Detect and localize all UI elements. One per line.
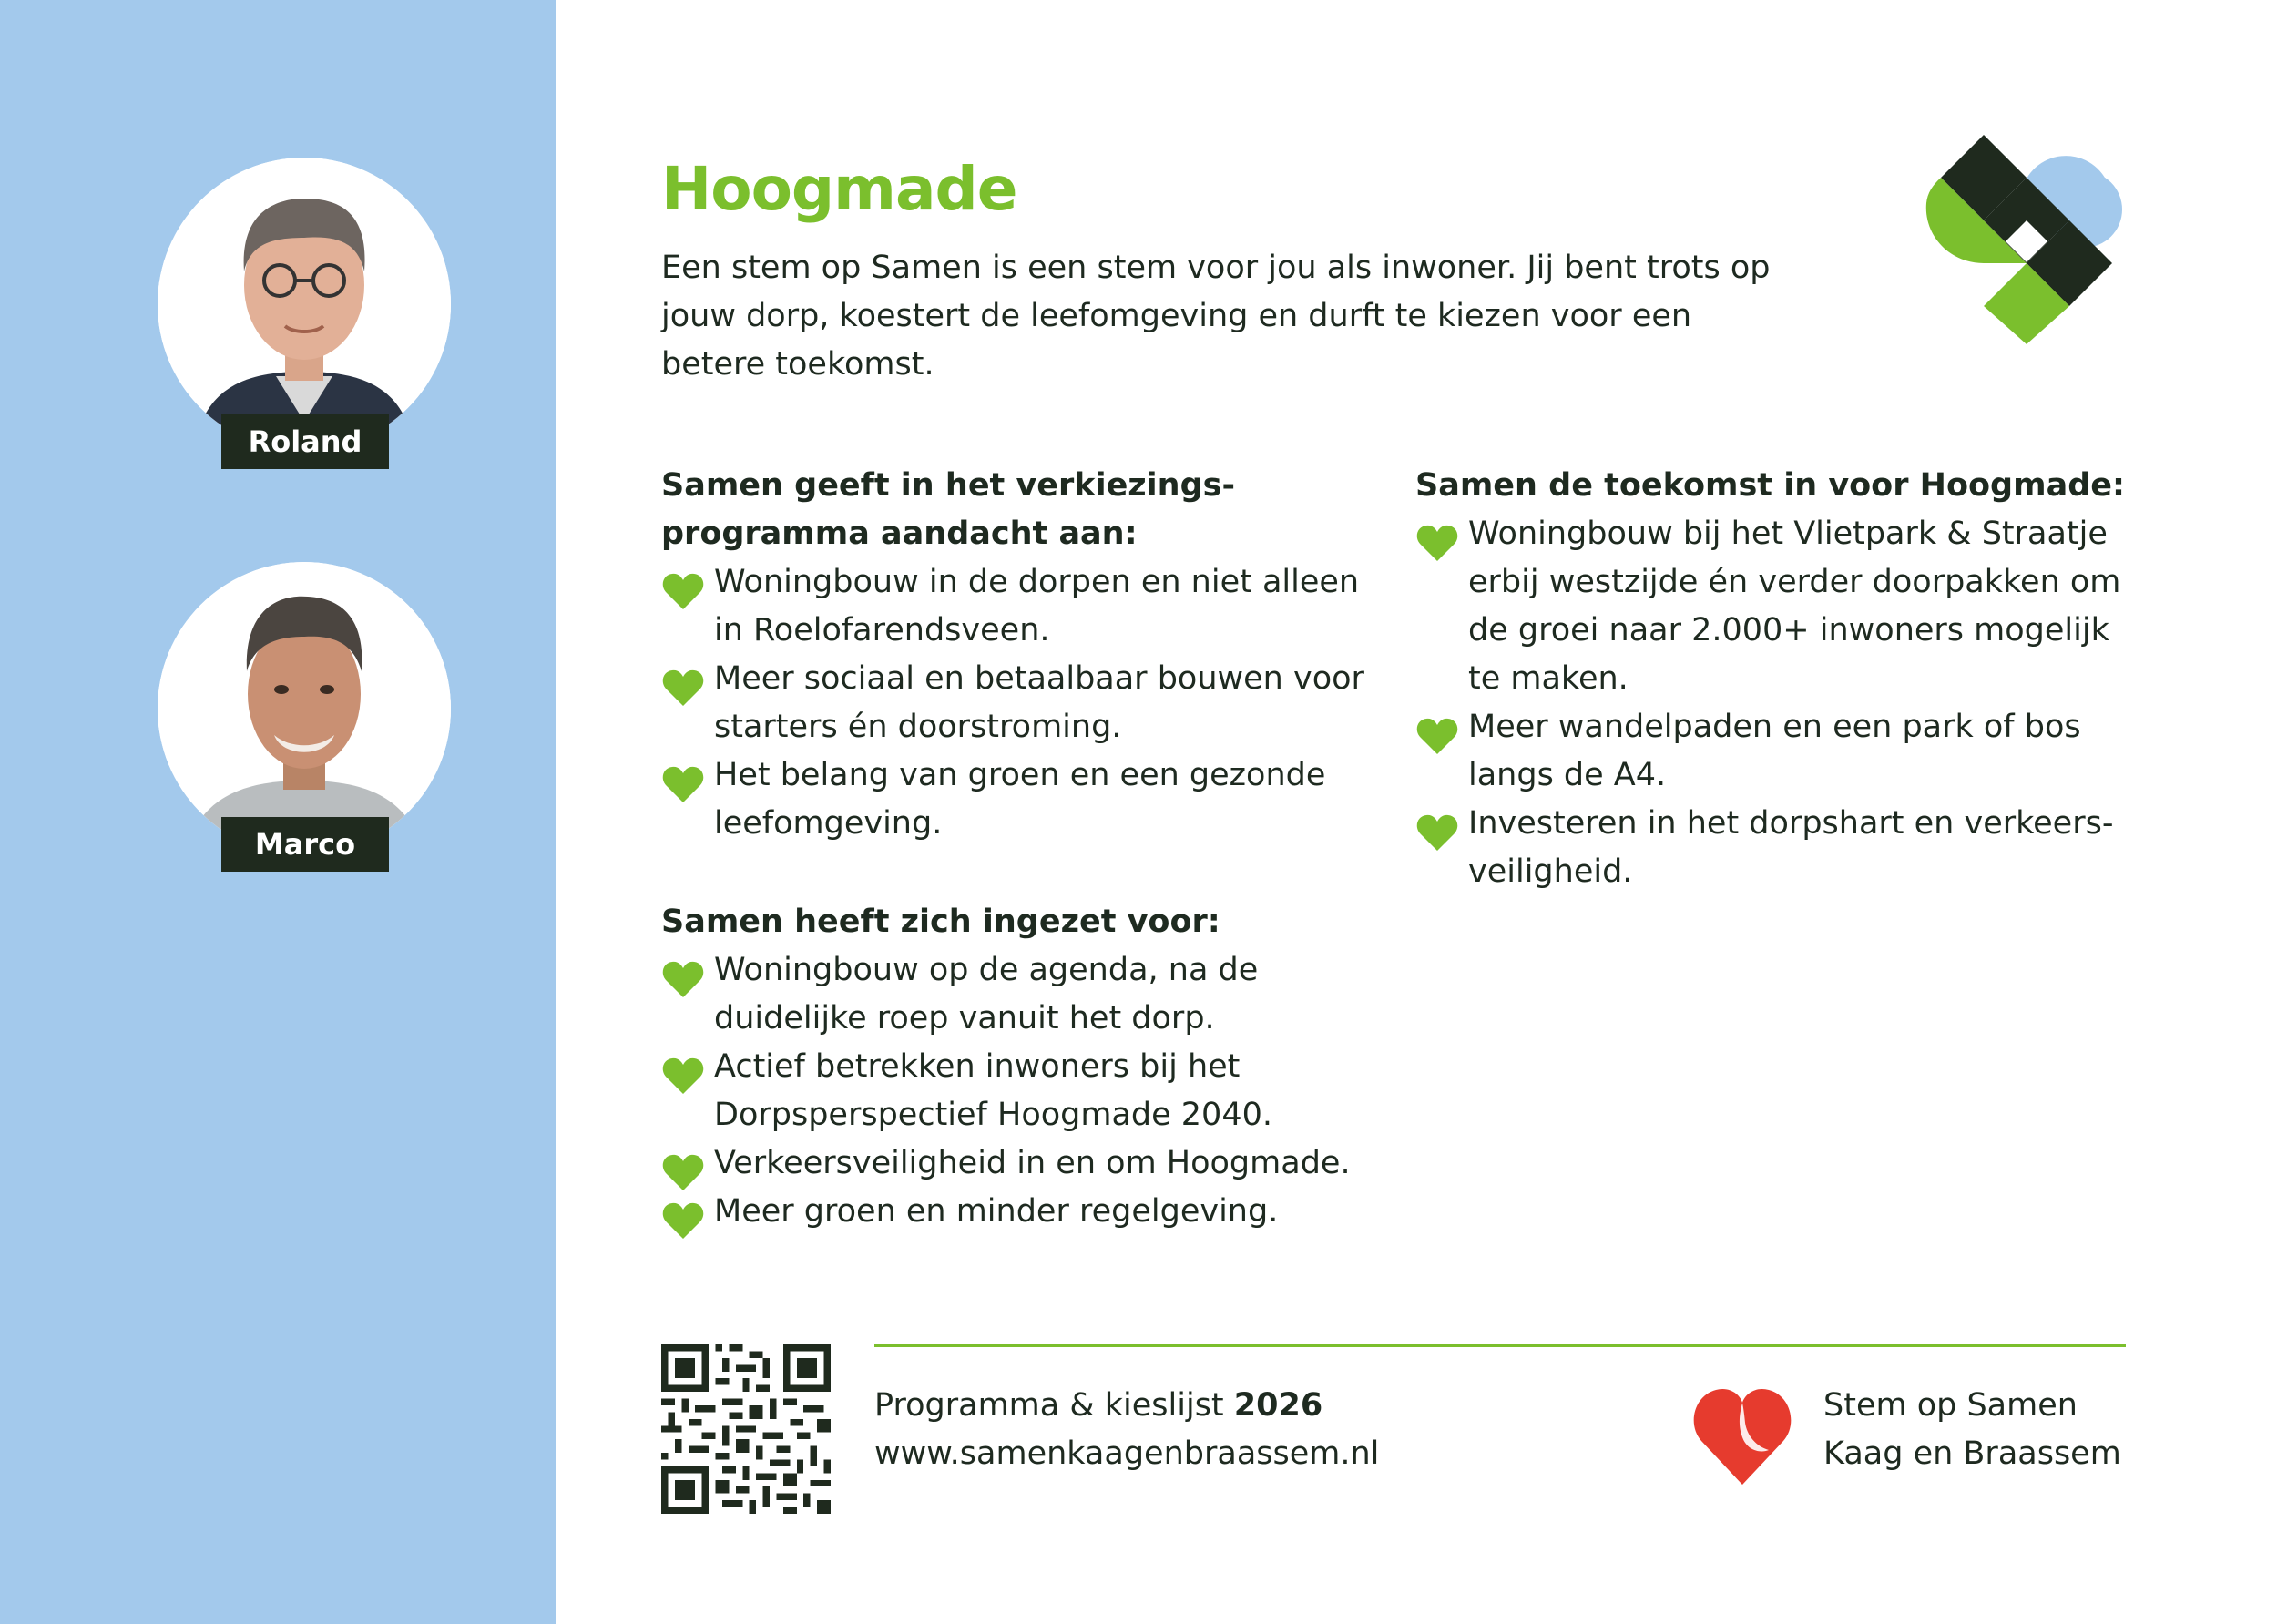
program-label: Programma & kieslijst bbox=[874, 1387, 1224, 1424]
stem-line-2: Kaag en Braassem bbox=[1823, 1435, 2121, 1472]
heart-bullet-icon bbox=[1415, 812, 1459, 853]
candidate-name-roland: Roland bbox=[221, 414, 389, 469]
heart-bullet-icon bbox=[661, 571, 705, 611]
website-link[interactable]: www.samenkaagenbraassem.nl bbox=[874, 1435, 1380, 1472]
footer-divider bbox=[874, 1344, 2126, 1347]
heart-bullet-icon bbox=[661, 668, 705, 708]
list-item: Meer wandelpaden en een park of bos langs de A4. bbox=[1415, 703, 2135, 800]
section-programma bbox=[661, 462, 1372, 848]
list-item: Woningbouw op de agenda, na de duidelijke roep vanuit het dorp. bbox=[661, 946, 1372, 1043]
candidate-name-marco: Marco bbox=[221, 817, 389, 872]
stem-line-1: Stem op Samen bbox=[1823, 1387, 2078, 1424]
samen-logo-icon bbox=[1922, 135, 2131, 344]
candidate-photo-roland bbox=[158, 158, 451, 451]
section-heading: Samen heeft zich ingezet voor: bbox=[661, 904, 1220, 940]
footer-program bbox=[874, 1382, 1379, 1478]
page-title: Hoogmade bbox=[661, 154, 1017, 224]
footer-stem bbox=[1823, 1382, 2121, 1478]
heart-bullet-icon bbox=[1415, 523, 1459, 563]
list-item: Woningbouw in de dorpen en niet alleen in Roelofarendsveen. bbox=[661, 558, 1372, 655]
section-ingezet bbox=[661, 898, 1372, 1236]
heart-bullet-icon bbox=[661, 1056, 705, 1096]
heart-bullet-icon bbox=[661, 1200, 705, 1241]
intro-text: Een stem op Samen is een stem voor jou als inwoner. Jij bent trots op jouw dorp, koestert de leefomgeving en durft te kiezen voor een betere toekomst. bbox=[661, 250, 1771, 383]
section-toekomst bbox=[1415, 462, 2135, 896]
heart-bullet-icon bbox=[661, 959, 705, 999]
heart-bullet-icon bbox=[1415, 716, 1459, 756]
section-heading: Samen de toekomst in voor Hoogmade: bbox=[1415, 467, 2125, 504]
heart-bullet-icon bbox=[661, 764, 705, 804]
list-item: Investeren in het dorpshart en verkeers-veiligheid. bbox=[1415, 800, 2135, 896]
red-heart-logo-icon bbox=[1692, 1377, 1792, 1485]
list-item: Actief betrekken inwoners bij het Dorpsperspectief Hoogmade 2040. bbox=[661, 1043, 1372, 1139]
list-item: Verkeersveiligheid in en om Hoogmade. bbox=[661, 1139, 1372, 1188]
program-year: 2026 bbox=[1233, 1387, 1323, 1424]
section-heading: Samen geeft in het verkiezings-programma aandacht aan: bbox=[661, 467, 1235, 552]
qr-code-icon[interactable] bbox=[661, 1344, 831, 1514]
list-item: Het belang van groen en een gezonde leefomgeving. bbox=[661, 751, 1372, 848]
list-item: Woningbouw bij het Vlietpark & Straatje erbij westzijde én verder doorpakken om de groei naar 2.000+ inwoners mogelijk te maken. bbox=[1415, 510, 2135, 703]
heart-bullet-icon bbox=[661, 1152, 705, 1192]
candidate-photo-marco bbox=[158, 562, 451, 855]
list-item: Meer groen en minder regelgeving. bbox=[661, 1188, 1372, 1236]
list-item: Meer sociaal en betaalbaar bouwen voor starters én doorstroming. bbox=[661, 655, 1372, 751]
